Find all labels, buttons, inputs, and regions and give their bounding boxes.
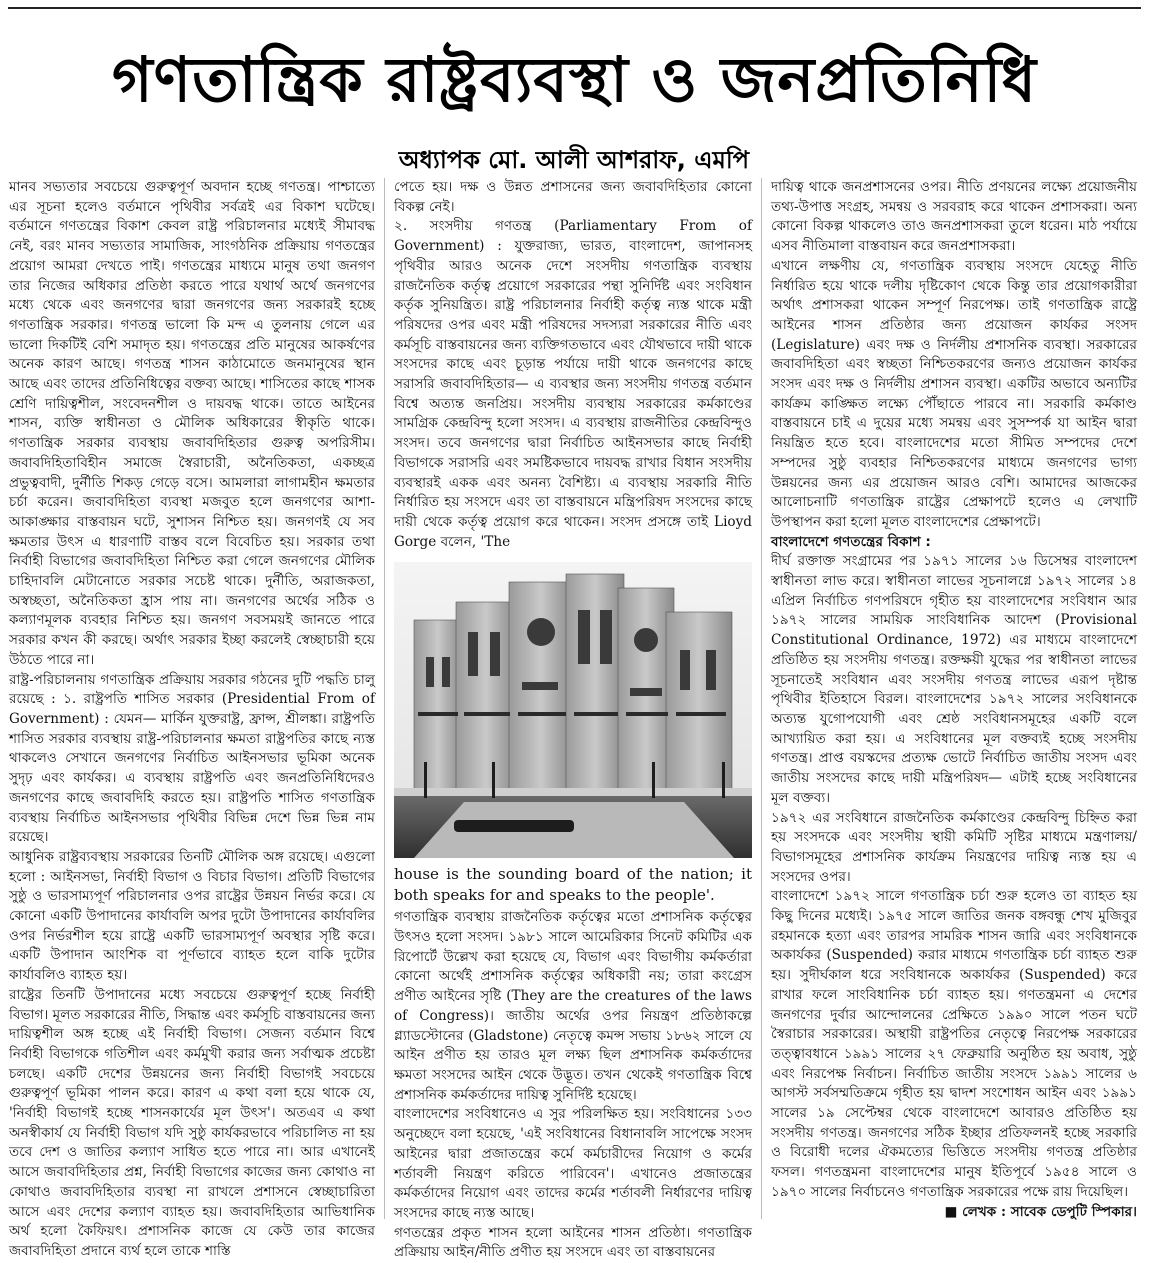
paragraph: বাংলাদেশের সংবিধানেও এ সুর পরিলক্ষিত হয়। সংবিধানের ১৩৩ অনুচ্ছেদে বলা হয়েছে, 'এই সংবিধানের বিধানাবলি সাপেক্ষে সংসদ আইনের দ্বারা প্রজাতন্ত্রের কর্মে কর্মচারীদের নিয়োগ ও কর্মের শর্তাবলী নিয়ন্ত্রণ করিতে পারিবেন'। এখানেও প্রজাতন্ত্রের কর্মকর্তাদের নিয়োগ এবং তাদের কর্মের শর্তাবলী নির্ধারণের দায়িত্ব সংসদের কাছে ন্যস্ত আছে। — [394, 1106, 752, 1221]
article-column-3 — [771, 178, 1137, 1219]
photo-caption: house is the sounding board of the nation; it both speaks for and speaks to the people'. — [394, 865, 752, 905]
parliament-building-photo — [394, 562, 752, 858]
paragraph: ১৯৭২ এর সংবিধানে রাজনৈতিক কর্মকাণ্ডের কেন্দ্রবিন্দু চিহ্নিত করা হয় সংসদকে এবং সংসদীয় স্থায়ী কমিটি সৃষ্টির মাধ্যমে মন্ত্রণালয়/বিভাগসমূহের প্রশাসনিক কার্যক্রম নিয়ন্ত্রণের দায়িত্ব ন্যস্ত হয় এ সংসদের ওপর। — [771, 809, 1137, 885]
paragraph: রাষ্ট্র-পরিচালনায় গণতান্ত্রিক প্রক্রিয়ায় সরকার গঠনের দুটি পদ্ধতি চালু রয়েছে : ১. রাষ্ট্রপতি শাসিত সরকার (Presidential From of Government) : যেমন— মার্কিন যুক্তরাষ্ট্র, ফ্রান্স, শ্রীলঙ্কা। রাষ্ট্রপতি শাসিত সরকার ব্যবস্থায় রাষ্ট্র-পরিচালনার ক্ষমতা রাষ্ট্রপতির কাছে ন্যস্ত থাকলেও সেখানে জনগণের নির্বাচিত আইনসভার ভূমিকা অনেক সুদৃঢ় এবং কার্যকর। এ ব্যবস্থায় রাষ্ট্রপতি এবং জনপ্রতিনিধিদেরও জনগণের কাছে জবাবদিহি করতে হয়। রাষ্ট্রপতি শাসিত গণতান্ত্রিক ব্যবস্থায় নির্বাচিত আইনসভার পৃথিবীর বিভিন্ন দেশে ভিন্ন ভিন্ন নাম রয়েছে। — [9, 671, 375, 846]
author-signature: ■ লেখক : সাবেক ডেপুটি স্পিকার। — [944, 1203, 1137, 1220]
paragraph: গণতন্ত্রের প্রকৃত শাসন হলো আইনের শাসন প্রতিষ্ঠা। গণতান্ত্রিক প্রক্রিয়ায় আইন/নীতি প্রণীত হয় সংসদে এবং তা বাস্তবায়নের — [394, 1224, 752, 1261]
byline: অধ্যাপক মো. আলী আশরাফ, এমপি — [398, 146, 749, 174]
article-column-1 — [9, 178, 375, 1259]
paragraph: মানব সভ্যতার সবচেয়ে গুরুত্বপূর্ণ অবদান হচ্ছে গণতন্ত্র। পাশ্চাত্যে এর সূচনা হলেও বর্তমানে পৃথিবীর সর্বত্রই এর বিকাশ ঘটেছে। বর্তমানে গণতন্ত্রের বিকাশ কেবল রাষ্ট্র পরিচালনার মধ্যেই সীমাবদ্ধ নেই, বরং মানব সভ্যতার সামাজিক, সাংগঠনিক প্রক্রিয়ায় গণতন্ত্রের প্রয়োগ আমরা দেখতে পাই। গণতন্ত্রের মাধ্যমে মানুষ তথা জনগণ তার নিজের অধিকার প্রতিষ্ঠা করতে পারে যথার্থ অর্থে জনগণের মধ্যে থেকে এবং জনগণের দ্বারা জনগণের জন্য সরকারই হচ্ছে গণতান্ত্রিক সরকার। গণতন্ত্র ভালো কি মন্দ এ তুলনায় গেলে এর ভালো দিকটিই বেশি সমাদৃত হয়। গণতন্ত্রের প্রতি মানুষের আকর্ষণের অনেক কারণ আছে। গণতন্ত্র শাসন কাঠামোতে জনমানুষের স্থান আছে এবং তাদের প্রতিনিধিত্বের বক্তব্য আছে। শাসিতের কাছে শাসক শ্রেণি দায়িত্বশীল, সংবেদনশীল ও দায়বদ্ধ থাকে। তাতে আইনের শাসন, ব্যক্তি স্বাধীনতা ও মৌলিক অধিকারের স্বীকৃতি থাকে। গণতান্ত্রিক সরকার ব্যবস্থায় জবাবদিহিতার গুরুত্ব অপরিসীম। জবাবদিহিতাবিহীন সমাজে স্বৈরাচারী, অনৈতিকতা, একচ্ছত্র প্রভুত্ববাদী, দুর্নীতি শিকড় গেড়ে বসে। আমলারা লাগামহীন ক্ষমতার চর্চা করেন। জবাবদিহিতা ব্যবস্থা মজবুত হলে জনগণের আশা-আকাঙ্ক্ষার বাস্তবায়ন ঘটে, সুশাসন নিশ্চিত হয়। জনগণই যে সব ক্ষমতার উৎস এ ধারণাটি বাস্তব বলে বিবেচিত হয়। সরকার তথা নির্বাহী বিভাগের জবাবদিহিতা নিশ্চিত করা গেলে জনগণের মৌলিক চাহিদাবলি মেটানোতে সরকার সচেষ্ট থাকে। দুর্নীতি, অরাজকতা, অস্বচ্ছতা, অনৈতিকতা হ্রাস পায় না। জনগণের অর্থের সঠিক ও কল্যাণমূলক ব্যবহার নিশ্চিত হয়। জনগণ সবসময়ই জানতে পারে সরকার কখন কী করছে। অর্থাৎ সরকার ইচ্ছা করলেই স্বেচ্ছাচারী হয়ে উঠতে পারে না। — [9, 179, 375, 668]
section-heading: বাংলাদেশে গণতন্ত্রের বিকাশ : — [771, 533, 931, 550]
paragraph: আধুনিক রাষ্ট্রব্যবস্থায় সরকারের তিনটি মৌলিক অঙ্গ রয়েছে। এগুলো হলো : আইনসভা, নির্বাহী বিভাগ ও বিচার বিভাগ। প্রতিটি বিভাগের সুষ্ঠু ও ভারসাম্যপূর্ণ পরিচালনার ওপর রাষ্ট্রের উন্নয়ন নির্ভর করে। যে কোনো একটি উপাদানের কার্যাবলি অপর দুটো উপাদানের কার্যাবলির ওপর নির্ভরশীল হয়ে রাষ্ট্রে একটি ভারসাম্যপূর্ণ অবস্থার সৃষ্টি করে। একটি উপাদান আংশিক বা পূর্ণভাবে ব্যাহত হলে বাকি দুটোর কার্যাবলিও ব্যাহত হয়। — [9, 848, 375, 984]
paragraph: বাংলাদেশে ১৯৭২ সালে গণতান্ত্রিক চর্চা শুরু হলেও তা ব্যাহত হয় কিছু দিনের মধ্যেই। ১৯৭৫ সালে জাতির জনক বঙ্গবন্ধু শেখ মুজিবুর রহমানকে হত্যা এবং তারপর সামরিক শাসন জারি এবং সংবিধানকে অকার্যকর (Suspended) করার মাধ্যমে গণতান্ত্রিক চর্চা ব্যাহত শুরু হয়। সুদীর্ঘকাল ধরে সংবিধানকে অকার্যকর (Suspended) করে রাখার ফলে সাংবিধানিক চর্চা ব্যাহত হয়। গণতন্ত্রমনা এ দেশের জনগণের দুর্বার আন্দোলনের প্রেক্ষিতে ১৯৯০ সালে পতন ঘটে স্বৈরাচার সরকারের। অস্থায়ী রাষ্ট্রপতির নেতৃত্বে নিরপেক্ষ সরকারের তত্ত্বাবধানে ১৯৯১ সালের ২৭ ফেব্রুয়ারি অনুষ্ঠিত হয় অবাধ, সুষ্ঠু এবং নিরপেক্ষ নির্বাচন। নির্বাচিত জাতীয় সংসদে ১৯৯১ সালের ৬ আগস্ট সর্বসম্মতিক্রমে গৃহীত হয় দ্বাদশ সংশোধন আইন এবং ১৯৯১ সালের ১৯ সেপ্টেম্বর থেকে বাংলাদেশে আবারও প্রতিষ্ঠিত হয় সংসদীয় গণতন্ত্র। জনগণের সঠিক ইচ্ছার প্রতিফলনই হচ্ছে সরকারি ও বিরোধী দলের ঐকমত্যের ভিত্তিতে সংসদীয় গণতন্ত্র প্রতিষ্ঠার ফসল। গণতন্ত্রমনা বাংলাদেশের মানুষ ইতিপূর্বে ১৯৫৪ সালে ও ১৯৭০ সালের নির্বাচনেও গণতান্ত্রিক সরকারের পক্ষে রায় দিয়েছিল। — [771, 888, 1137, 1200]
paragraph: ২. সংসদীয় গণতন্ত্র (Parliamentary From of Government) : যুক্তরাজ্য, ভারত, বাংলাদেশ, জাপানসহ পৃথিবীর আরও অনেক দেশে সংসদীয় গণতান্ত্রিক ব্যবস্থায় রাজনৈতিক কর্তৃত্ব প্রয়োগে সরকারের পন্থা সুনির্দিষ্ট এবং সংবিধান কর্তৃক সুনিয়ন্ত্রিত। রাষ্ট্র পরিচালনার নির্বাহী কর্তৃত্ব ন্যস্ত থাকে মন্ত্রী পরিষদের ওপর এবং মন্ত্রী পরিষদের সদস্যরা সরকারের নীতি এবং কর্মসূচি বাস্তবায়নের জন্য ব্যক্তিগতভাবে এবং যৌথভাবে দায়ী থাকে সংসদের কাছে এবং চূড়ান্ত পর্যায়ে দায়ী থাকে জনগণের কাছে সরাসরি জবাবদিহিতার— এ ব্যবস্থার জন্য সংসদীয় গণতন্ত্র বর্তমান বিশ্বে অত্যন্ত জনপ্রিয়। সংসদীয় ব্যবস্থায় সরকারের কর্মকাণ্ডের সামগ্রিক কেন্দ্রবিন্দু হলো সংসদ। এ ব্যবস্থায় রাজনীতির কেন্দ্রবিন্দুও সংসদ। তবে জনগণের দ্বারা নির্বাচিত আইনসভার কাছে নির্বাহী বিভাগকে সরাসরি এবং সমষ্টিকভাবে দায়বদ্ধ রাখার বিধান সংসদীয় ব্যবস্থারই একক এবং অনন্য বৈশিষ্ট্য। এ ব্যবস্থায় সরকারি নীতি নির্ধারিত হয় সংসদে এবং তা বাস্তবায়নে মন্ত্রিপরিষদ সংসদের কাছে দায়ী থেকে কর্তৃত্ব প্রয়োগ করে থাকেন। সংসদ প্রসঙ্গে তাই Lioyd Gorge বলেন, 'The — [394, 218, 752, 550]
column-divider — [761, 178, 762, 1219]
paragraph: দীর্ঘ রক্তাক্ত সংগ্রামের পর ১৯৭১ সালের ১৬ ডিসেম্বর বাংলাদেশ স্বাধীনতা লাভ করে। স্বাধীনতা লাভের সূচনালগ্নে ১৯৭২ সালের ১৪ এপ্রিল নির্বাচিত গণপরিষদে গৃহীত হয় বাংলাদেশের সংবিধান আর ১৯৭২ সালের সাময়িক সাংবিধানিক আদেশ (Provisional Constitutional Ordinance, 1972) এর মাধ্যমে বাংলাদেশে প্রতিষ্ঠিত হয় সংসদীয় গণতন্ত্র। রক্তক্ষয়ী যুদ্ধের পর স্বাধীনতা লাভের সূচনাতেই সংবিধান এবং সংসদীয় গণতন্ত্র লাভের এরূপ দৃষ্টান্ত পৃথিবীর ইতিহাসে বিরল। বাংলাদেশের ১৯৭২ সালের সংবিধানকে অত্যন্ত যুগোপযোগী এবং শ্রেষ্ঠ সংবিধানসমূহের একটি বলে আখ্যায়িত করা হয়। এ সংবিধানের মূল বক্তব্যই হচ্ছে সংসদীয় গণতন্ত্র। প্রাপ্ত বয়স্কদের প্রত্যক্ষ ভোটে নির্বাচিত জাতীয় সংসদ এবং জাতীয় সংসদের কাছে দায়ী মন্ত্রিপরিষদ— এটাই হচ্ছে সংবিধানের মূল বক্তব্য। — [771, 553, 1137, 806]
headline: গণতান্ত্রিক রাষ্ট্রব্যবস্থা ও জনপ্রতিনিধি — [111, 43, 1038, 116]
paragraph: এখানে লক্ষণীয় যে, গণতান্ত্রিক ব্যবস্থায় সংসদে যেহেতু নীতি নির্ধারিত হয়ে থাকে দলীয় দৃষ্টিকোণ থেকে কিন্তু তার প্রয়োগকারীরা অর্থাৎ প্রশাসকরা থাকেন সম্পূর্ণ নিরপেক্ষ। তাই গণতান্ত্রিক রাষ্ট্রে আইনের শাসন প্রতিষ্ঠার জন্য প্রয়োজন কার্যকর সংসদ (Legislature) এবং দক্ষ ও নির্দলীয় প্রশাসনিক ব্যবস্থা। সরকারের জবাবদিহিতা এবং স্বচ্ছতা নিশ্চিতকরণের জন্যও প্রয়োজন কার্যকর সংসদ এবং দক্ষ ও নির্দলীয় প্রশাসন ব্যবস্থা। একটির অভাবে অন্যটির কার্যক্রম কাঙ্ক্ষিত লক্ষ্যে পৌঁছাতে পারবে না। সরকারি কর্মকাণ্ড বাস্তবায়নে চাই এ দুয়ের মধ্যে সমন্বয় এবং সুসম্পর্ক যা আইন দ্বারা নিয়ন্ত্রিত হতে হবে। বাংলাদেশের মতো সীমিত সম্পদের দেশে সম্পদের সুষ্ঠু ব্যবহার নিশ্চিতকরণের মাধ্যমে জনগণের ভাগ্য উন্নয়নের জন্য এর প্রয়োজন আরও বেশি। আমাদের আজকের আলোচনাটি গণতান্ত্রিক রাষ্ট্রের প্রেক্ষাপটে হলেও এ লেখাটি উপস্থাপন করা হলো মূলত বাংলাদেশের প্রেক্ষাপটে। — [771, 257, 1137, 530]
column-divider — [384, 178, 385, 1219]
paragraph: দায়িত্ব থাকে জনপ্রশাসনের ওপর। নীতি প্রণয়নের লক্ষ্যে প্রয়োজনীয় তথ্য-উপাত্ত সংগ্রহ, সমন্বয় ও সরবরাহ করে থাকেন প্রশাসকরা। অন্য কোনো বিকল্প থাকলেও তাও জনপ্রশাসকরা তুলে ধরেন। মাঠ পর্যায়ে এসব নীতিমালা বাস্তবায়ন করে জনপ্রশাসকরা। — [771, 179, 1137, 255]
paragraph: রাষ্ট্রের তিনটি উপাদানের মধ্যে সবচেয়ে গুরুত্বপূর্ণ হচ্ছে নির্বাহী বিভাগ। মূলত সরকারের নীতি, সিদ্ধান্ত এবং কর্মসূচি বাস্তবায়নের জন্য দায়িত্বশীল অঙ্গ হচ্ছে এই নির্বাহী বিভাগ। সেজন্য বর্তমান বিশ্বে নির্বাহী বিভাগকে গতিশীল এবং কর্মমুখী করার জন্য সর্বাত্মক প্রচেষ্টা চলছে। একটি দেশের উন্নয়নের জন্য নির্বাহী বিভাগই সবচেয়ে গুরুত্বপূর্ণ ভূমিকা পালন করে। কারণ এ কথা বলা হয়ে থাকে যে, 'নির্বাহী বিভাগই হচ্ছে শাসনকার্যের মূল উৎস'। অতএব এ কথা অনস্বীকার্য যে নির্বাহী বিভাগ যদি সুষ্ঠু কার্যকরভাবে পরিচালিত না হয় তবে দেশ ও জাতির কল্যাণ সাধিত হতে পারে না। আর এখানেই আসে জবাবদিহিতার প্রশ্ন, নির্বাহী বিভাগের কাজের জন্য কোথাও না কোথাও জবাবদিহিতার ব্যবস্থা না রাখলে প্রশাসনে স্বেচ্ছাচারিতা আসে এবং দেশের কল্যাণ ব্যাহত হয়। জবাবদিহিতার আভিধানিক অর্থ হলো কৈফিয়ৎ। প্রশাসনিক কাজে যে কেউ তার কাজের জবাবদিহিতা প্রদানে ব্যর্থ হলে তাকে শাস্তি — [9, 986, 375, 1259]
top-rule — [8, 7, 1141, 9]
article-column-2 — [394, 178, 752, 1261]
paragraph: গণতান্ত্রিক ব্যবস্থায় রাজনৈতিক কর্তৃত্বের মতো প্রশাসনিক কর্তৃত্বের উৎসও হলো সংসদ। ১৯৮১ সালে আমেরিকার সিনেট কমিটির এক রিপোর্টে উল্লেখ করা হয়েছে যে, বিভাগ এবং বিভাগীয় কর্মকর্তারা কোনো অর্থেই প্রশাসনিক কর্তৃত্বের অধিকারী নয়; তারা কংগ্রেস প্রণীত আইনের সৃষ্টি (They are the creatures of the laws of Congress)। জাতীয় অর্থের ওপর নিয়ন্ত্রণ প্রতিষ্ঠাকল্পে গ্ল্যাডস্টোনের (Gladstone) নেতৃত্বে কমন্স সভায় ১৮৬২ সালে যে আইন প্রণীত হয় তারও মূল লক্ষ্য ছিল প্রশাসনিক কর্মকর্তাদের ক্ষমতা সংসদের আইন থেকে উদ্ভূত। তখন থেকেই গণতান্ত্রিক বিশ্বে প্রশাসনিক কর্মকর্তাদের দায়িত্ব সুনির্দিষ্ট হয়েছে। — [394, 909, 752, 1103]
paragraph: পেতে হয়। দক্ষ ও উন্নত প্রশাসনের জন্য জবাবদিহিতার কোনো বিকল্প নেই। — [394, 179, 752, 215]
